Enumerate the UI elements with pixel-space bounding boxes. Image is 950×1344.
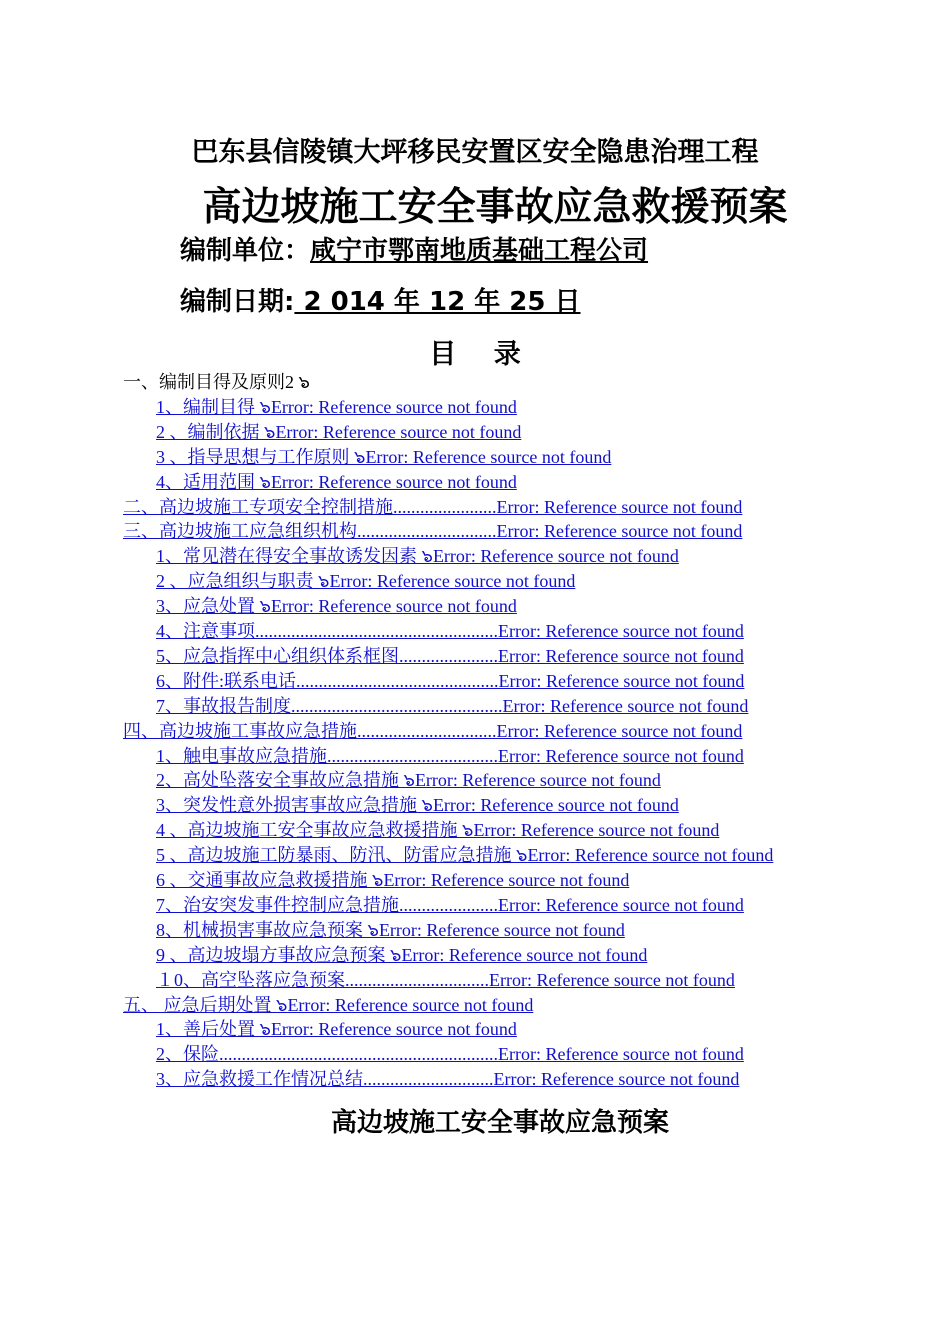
toc-entry[interactable] [156, 644, 744, 669]
toc-entry-title: 2、高处坠落安全事故应急措施 ๖ [156, 770, 415, 791]
toc-entry[interactable] [156, 768, 661, 793]
toc-entry-title: 四、高边坡施工事故应急措施 [123, 720, 357, 741]
toc-entry-page: Error: Reference source not found [378, 919, 625, 940]
toc-entry [123, 370, 310, 395]
toc-entry[interactable] [156, 1042, 744, 1067]
toc-entry-page: Error: Reference source not found [432, 546, 679, 567]
toc-entry-page: Error: Reference source not found [502, 695, 749, 716]
toc-entry[interactable] [123, 993, 533, 1018]
toc-entry-title: 5 、高边坡施工防暴雨、防汛、防雷应急措施 ๖ [156, 845, 528, 866]
toc-entry-title: 8、机械损害事故应急预案 ๖ [156, 919, 379, 940]
toc-entry-title: 2、保险 [156, 1044, 219, 1065]
toc-entry-title: 1、善后处置 ๖ [156, 1019, 271, 1040]
toc-entry-title: 2 、编制依据 ๖ [156, 421, 276, 442]
section-title: 高边坡施工安全事故应急预案 [330, 1108, 669, 1138]
toc-entry-title: 1、编制目得 ๖ [156, 396, 271, 417]
compiling-unit-label: 编制单位： [180, 236, 311, 266]
toc-entry-title: 2 、应急组织与职责 ๖ [156, 571, 330, 592]
compiling-unit-value: 咸宁市鄂南地质基础工程公司 [310, 236, 649, 266]
toc-entry-page: Error: Reference source not found [270, 1019, 517, 1040]
toc-entry[interactable] [156, 843, 773, 868]
compiling-date-value: 2 014 年 12 年 25 日 [294, 287, 581, 317]
toc-entry-title: 1、常见潜在得安全事故诱发因素 ๖ [156, 546, 433, 567]
toc-entry-leader: ...................... [399, 894, 498, 915]
compiling-date-label: 编制日期: [180, 287, 295, 317]
toc-entry-page: Error: Reference source not found [401, 944, 648, 965]
toc-entry-page: Error: Reference source not found [383, 870, 630, 890]
toc-entry[interactable] [156, 420, 521, 445]
toc-entry[interactable] [156, 1067, 739, 1092]
toc-entry[interactable] [156, 1017, 517, 1042]
toc-entry-page: Error: Reference source not found [496, 521, 743, 542]
toc-entry-page: Error: Reference source not found [287, 994, 534, 1015]
toc-entry[interactable] [156, 893, 744, 918]
toc-entry[interactable] [123, 495, 742, 520]
toc-entry-title: 7、事故报告制度 [156, 695, 291, 716]
toc-entry-title: 9 、高边坡塌方事故应急预案 ๖ [156, 944, 402, 965]
toc-entry-title: 4 、高边坡施工安全事故应急救援措施 ๖ [156, 820, 474, 841]
toc-entry-page: Error: Reference source not found [498, 894, 744, 915]
toc-entry[interactable] [156, 918, 625, 943]
toc-entry-leader: ...................... [399, 645, 498, 666]
toc-entry-leader: ...................................................... [255, 621, 498, 641]
toc-entry[interactable] [156, 470, 517, 495]
toc-entry[interactable] [156, 968, 735, 993]
toc-entry-page: Error: Reference source not found [270, 596, 517, 617]
toc-entry[interactable] [156, 868, 629, 893]
toc-entry-leader: ....................... [393, 496, 497, 517]
toc-entry-title: 7、治安突发事件控制应急措施 [156, 894, 399, 915]
toc-entry-leader: ............................................... [291, 695, 503, 716]
toc-entry[interactable] [156, 818, 719, 843]
toc-entry-page: Error: Reference source not found [414, 770, 661, 791]
toc-entry-page: Error: Reference source not found [498, 645, 744, 666]
toc-entry-page: Error: Reference source not found [473, 820, 720, 841]
toc-entry[interactable] [156, 544, 679, 569]
toc-entry[interactable] [123, 719, 742, 744]
toc-heading: 目 录 [429, 339, 521, 370]
toc-entry-title: 4、注意事项 [156, 621, 255, 641]
toc-entry-page: Error: Reference source not found [270, 471, 517, 492]
toc-entry[interactable] [156, 694, 748, 719]
toc-entry-title: 五、 应急后期处置 ๖ [123, 994, 288, 1015]
toc-entry[interactable] [156, 445, 611, 470]
toc-entry-title: 5、应急指挥中心组织体系框图 [156, 645, 399, 666]
toc-entry-page: Error: Reference source not found [432, 795, 679, 816]
toc-entry-title: 一、编制目得及原则 [123, 372, 285, 392]
toc-entry-title: 4、适用范围 ๖ [156, 471, 271, 492]
toc-entry-leader: .............................................................. [219, 1044, 498, 1065]
toc-entry-page: Error: Reference source not found [498, 745, 744, 766]
toc-entry-page: Error: Reference source not found [489, 969, 735, 990]
toc-entry-page: Error: Reference source not found [493, 1069, 740, 1090]
compiling-unit [180, 230, 648, 267]
toc-entry-page: Error: Reference source not found [527, 845, 774, 866]
toc-entry-title: 3、应急处置 ๖ [156, 596, 271, 617]
toc-entry-title: 三、高边坡施工应急组织机构 [123, 521, 357, 542]
toc-entry-page: Error: Reference source not found [498, 1044, 744, 1065]
toc-entry-title: 6 、交通事故应急救援措施 ๖ [156, 870, 384, 890]
compiling-date [180, 281, 581, 318]
project-title: 巴东县信陵镇大坪移民安置区安全隐患治理工程 [191, 137, 759, 168]
toc-entry-leader: ...................................... [327, 745, 498, 766]
toc-entry-page: Error: Reference source not found [275, 421, 522, 442]
toc-entry-page: Error: Reference source not found [498, 621, 744, 641]
toc-entry[interactable] [156, 619, 744, 644]
toc-entry[interactable] [156, 569, 575, 594]
toc-entry-page: Error: Reference source not found [365, 446, 612, 467]
toc-entry[interactable] [156, 943, 647, 968]
toc-entry-leader: ............................... [357, 521, 497, 542]
toc-entry[interactable] [156, 395, 517, 420]
toc-entry-title: 3、应急救援工作情况总结 [156, 1069, 363, 1090]
toc-entry-page: Error: Reference source not found [496, 496, 743, 517]
toc-entry-page: Error: Reference source not found [329, 571, 576, 592]
toc-entry-leader: ................................ [345, 969, 489, 990]
toc-entry-page: Error: Reference source not found [270, 396, 517, 417]
toc-entry[interactable] [156, 793, 679, 818]
toc-entry[interactable] [123, 519, 742, 544]
toc-entry-page: 2 ๖ [285, 372, 310, 392]
toc-entry[interactable] [156, 594, 517, 619]
toc-entry-page: Error: Reference source not found [498, 670, 745, 691]
toc-entry-leader: ............................. [363, 1069, 494, 1090]
main-title: 高边坡施工安全事故应急救援预案 [202, 185, 788, 230]
toc-entry-title: 1、触电事故应急措施 [156, 745, 327, 766]
toc-entry-leader: ............................... [357, 720, 497, 741]
toc-entry-title: 6、附件:联系电话 [156, 670, 297, 691]
toc-entry-title: １0、高空坠落应急预案 [156, 969, 345, 990]
toc-entry-title: 3 、指导思想与工作原则 ๖ [156, 446, 366, 467]
toc-entry-title: 二、高边坡施工专项安全控制措施 [123, 496, 393, 517]
toc-entry-title: 3、突发性意外损害事故应急措施 ๖ [156, 795, 433, 816]
toc-entry-page: Error: Reference source not found [496, 720, 743, 741]
toc-entry[interactable] [156, 744, 744, 769]
toc-entry-leader: ............................................. [296, 670, 499, 691]
toc-entry[interactable] [156, 669, 744, 694]
